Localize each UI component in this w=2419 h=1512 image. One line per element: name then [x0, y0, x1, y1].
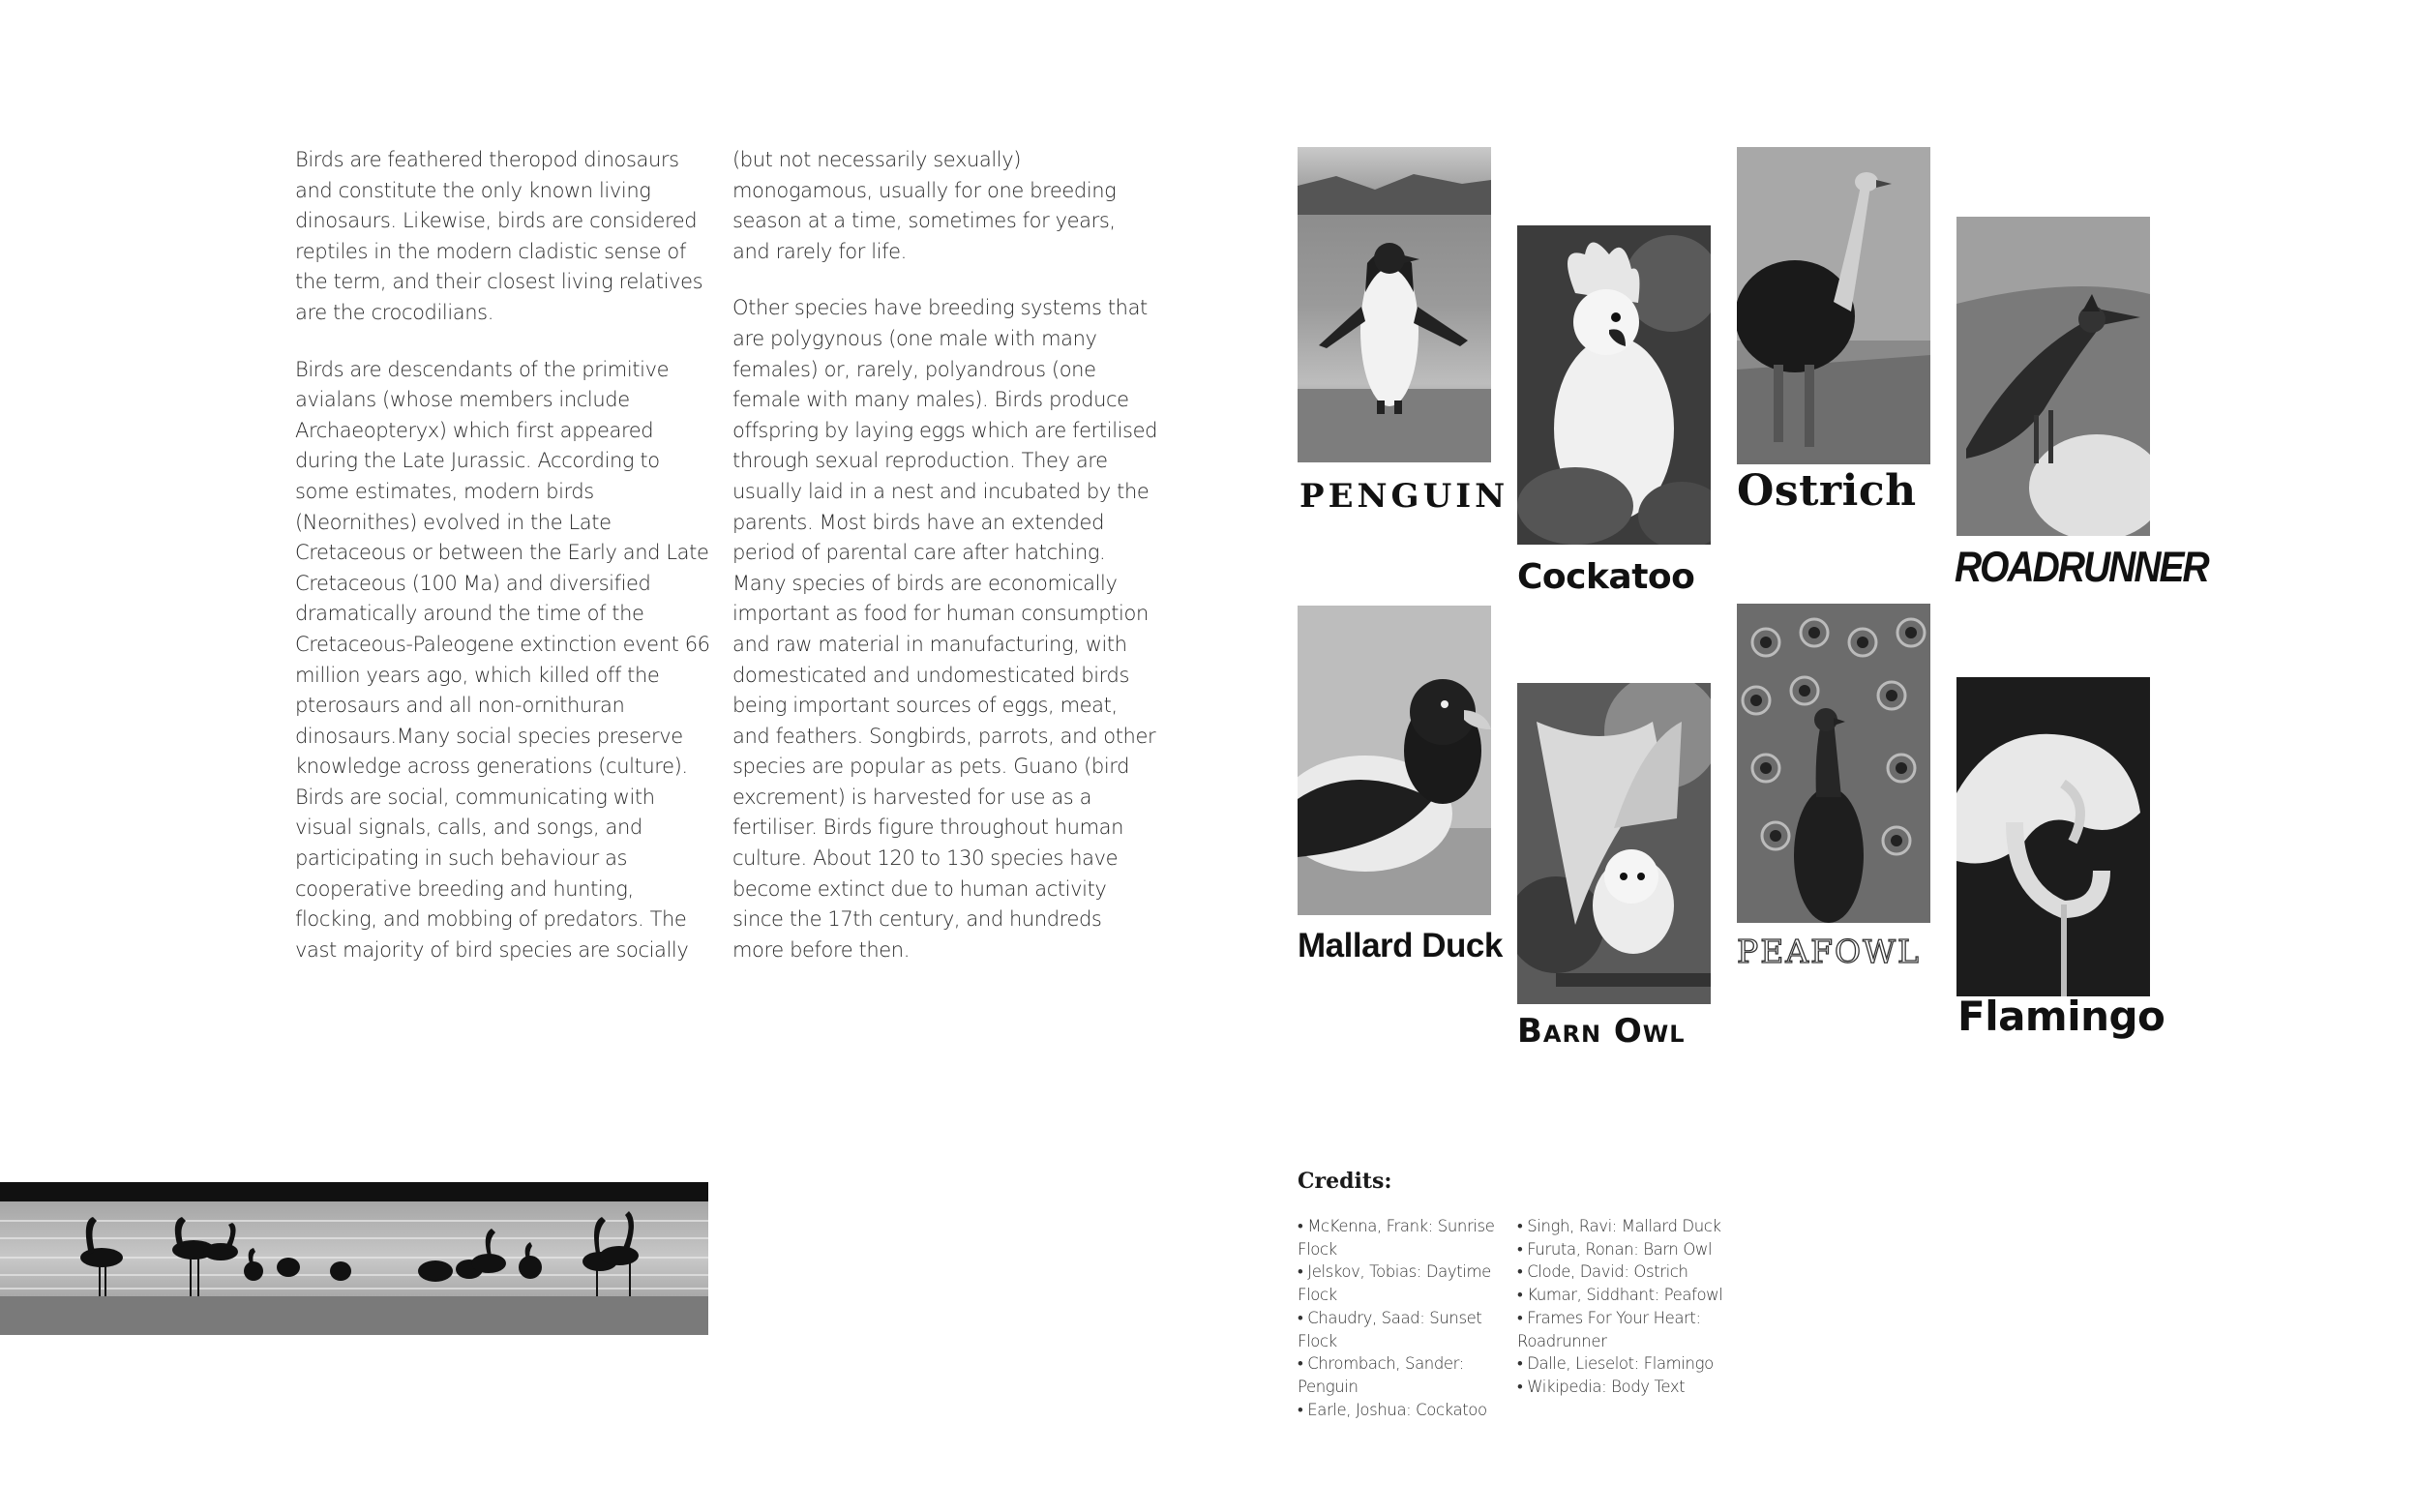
penguin-label: PENGUIN	[1299, 477, 1509, 516]
credits-heading: Credits:	[1298, 1169, 1392, 1194]
credit-entry: • Dalle, Lieselot: Flamingo	[1517, 1354, 1714, 1374]
peafowl-label: PEAFOWL	[1737, 933, 1921, 970]
credit-entry: • Wikipedia: Body Text	[1517, 1377, 1686, 1396]
body-paragraph: (but not necessarily sexually) monogamous, usually for one breeding season at a time, sometimes for years, and rarely for life.	[732, 148, 1117, 263]
penguin-photo	[1298, 147, 1491, 462]
credit-entry: • McKenna, Frank: Sunrise Flock	[1298, 1217, 1495, 1259]
body-paragraph: Other species have breeding systems that are polygynous (one male with many females) or, rarely, polyandrous (one female with many males). Birds produce offspring by laying eggs which are fertilised through sexual reproduction. They are usually laid in a nest and incubated by the parents. Most birds have an extended period of parental care after hatching. Many species of birds are economically important as food for human consumption and raw material in manufacturing, with domesticated and undomesticated birds being important sources of eggs, meat, and feathers. Songbirds, parrots, and other species are popular as pets. Guano (bird excrement) is harvested for use as a fertiliser. Birds figure throughout human culture. About 120 to 130 species have become extinct due to human activity since the 17th century, and hundreds more before then.	[732, 296, 1158, 962]
cockatoo-label: Cockatoo	[1517, 557, 1695, 597]
credit-entry: • Kumar, Siddhant: Peafowl	[1517, 1286, 1723, 1305]
credit-entry: • Clode, David: Ostrich	[1517, 1262, 1688, 1282]
flamingo-flock-banner	[0, 1182, 708, 1335]
credit-entry: • Furuta, Ronan: Barn Owl	[1517, 1239, 1713, 1259]
barn-owl-photo	[1517, 683, 1711, 1004]
credit-entry: • Earle, Joshua: Cockatoo	[1298, 1400, 1487, 1419]
cockatoo-photo	[1517, 225, 1711, 545]
ostrich-photo	[1737, 147, 1930, 464]
body-paragraph: Birds are feathered theropod dinosaurs and constitute the only known living dinosaurs. Likewise, birds are considered reptiles in the modern cladistic sense of the term, and their closest living relatives are the crocodilians.	[295, 148, 703, 324]
roadrunner-photo	[1956, 217, 2150, 536]
barn-owl-label: Barn Owl	[1517, 1012, 1686, 1051]
body-text-column-2	[732, 145, 1158, 992]
credit-entry: • Frames For Your Heart: Roadrunner	[1517, 1308, 1701, 1350]
credit-entry: • Chrombach, Sander: Penguin	[1298, 1354, 1464, 1396]
credits-column-left	[1298, 1215, 1501, 1421]
roadrunner-label: ROADRUNNER	[1955, 544, 2208, 592]
credit-entry: • Singh, Ravi: Mallard Duck	[1517, 1217, 1721, 1235]
flamingo-photo	[1956, 677, 2150, 996]
flamingo-label: Flamingo	[1957, 993, 2165, 1040]
credit-entry: • Jelskov, Tobias: Daytime Flock	[1298, 1262, 1491, 1305]
peafowl-photo	[1737, 604, 1930, 923]
credits-column-right	[1517, 1215, 1740, 1399]
credit-entry: • Chaudry, Saad: Sunset Flock	[1298, 1308, 1482, 1350]
ostrich-label: Ostrich	[1737, 466, 1917, 516]
body-text-column-1	[295, 145, 713, 992]
body-paragraph: Birds are descendants of the primitive avialans (whose members include Archaeopteryx) which first appeared during the Late Jurassic. According to some estimates, modern birds (Neornithes) evolved in the Late Cretaceous or between the Early and Late Cretaceous (100 Ma) and diversified dramatically around the time of the Cretaceous-Paleogene extinction event 66 million years ago, which killed off the pterosaurs and all non-ornithuran dinosaurs.Many social species preserve knowledge across generations (culture). Birds are social, communicating with visual signals, calls, and songs, and participating in such behaviour as cooperative breeding and hunting, flocking, and mobbing of predators. The vast majority of bird species are socially	[295, 357, 710, 962]
mallard-duck-photo	[1298, 606, 1491, 915]
mallard-duck-label: Mallard Duck	[1298, 927, 1503, 964]
